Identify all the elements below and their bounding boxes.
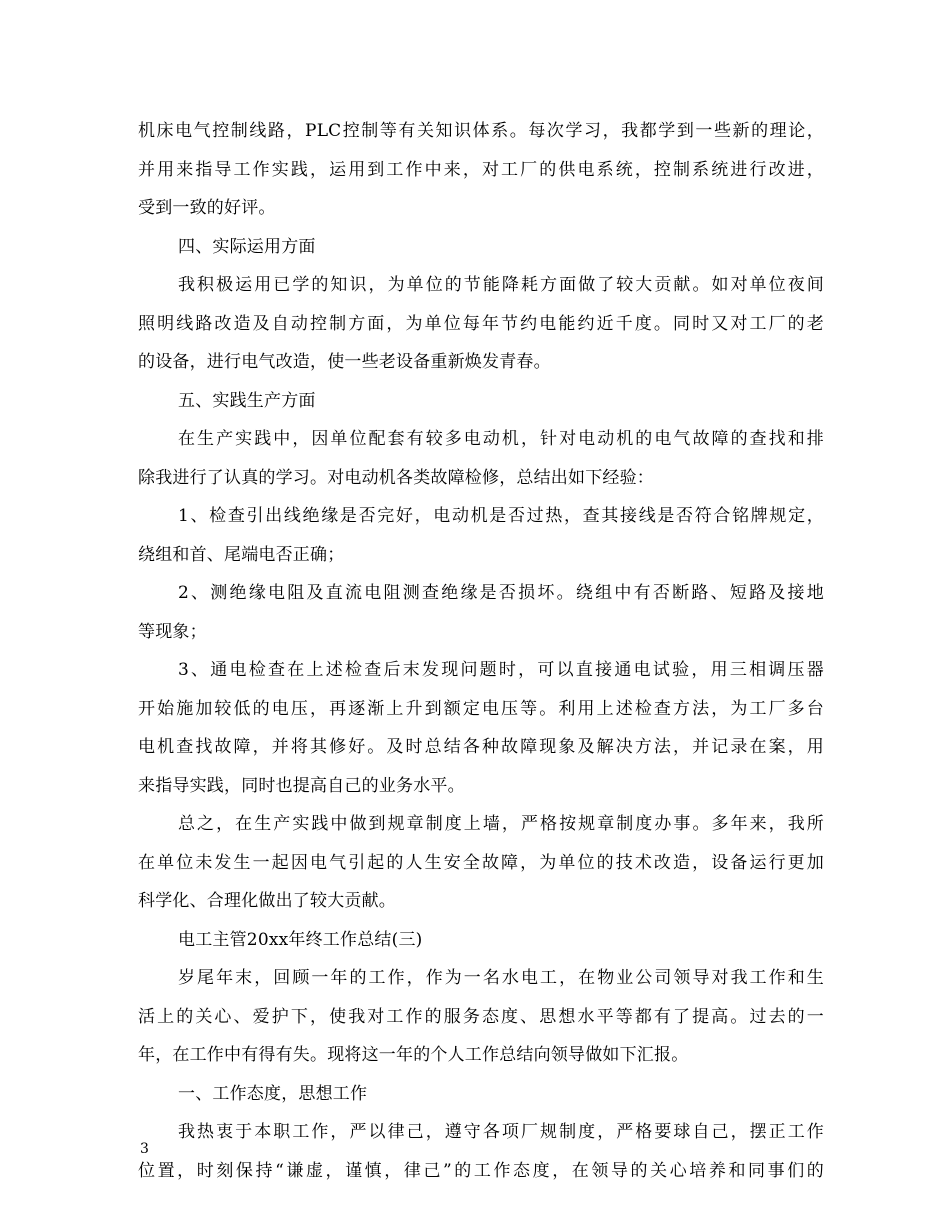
page-number: 3	[140, 1141, 149, 1157]
text-line: 我积极运用已学的知识，为单位的节能降耗方面做了较大贡献。如对单位夜间	[178, 275, 824, 295]
text-line: 3、通电检查在上述检查后末发现问题时，可以直接通电试验，用三相调压器	[178, 660, 824, 680]
text-line: 等现象；	[138, 621, 207, 642]
text-line: 在单位未发生一起因电气引起的人生安全故障，为单位的技术改造，设备运行更加	[138, 852, 824, 873]
text-line: 1、检查引出线绝缘是否完好，电动机是否过热，查其接线是否符合铭牌规定，	[178, 506, 824, 526]
text-line: 一、工作态度，思想工作	[178, 1083, 368, 1104]
text-line: 电工主管20xx年终工作总结(三)	[178, 929, 423, 950]
text-line: 活上的关心、爱护下，使我对工作的服务态度、思想水平等都有了提高。过去的一	[138, 1006, 824, 1027]
text-line: 位置，时刻保持“谦虚，谨慎，律己”的工作态度，在领导的关心培养和同事们的	[138, 1160, 824, 1181]
text-line: 来指导实践，同时也提高自己的业务水平。	[138, 775, 465, 796]
text-line: 科学化、合理化做出了较大贡献。	[138, 891, 396, 911]
text-line: 开始施加较低的电压，再逐渐上升到额定电压等。利用上述检查方法，为工厂多台	[138, 698, 824, 719]
text-line: 并用来指导工作实践，运用到工作中来，对工厂的供电系统，控制系统进行改进，	[138, 159, 824, 180]
text-line: 电机查找故障，并将其修好。及时总结各种故障现象及解决方法，并记录在案，用	[138, 737, 824, 757]
text-line: 年，在工作中有得有失。现将这一年的个人工作总结向领导做如下汇报。	[138, 1045, 689, 1065]
text-line: 受到一致的好评。	[138, 198, 276, 218]
text-line: 的设备，进行电气改造，使一些老设备重新焕发青春。	[138, 352, 551, 372]
text-line: 除我进行了认真的学习。对电动机各类故障检修，总结出如下经验：	[138, 467, 654, 488]
text-line: 机床电气控制线路，PLC控制等有关知识体系。每次学习，我都学到一些新的理论，	[138, 121, 824, 141]
text-line: 2、测绝缘电阻及直流电阻测查绝缘是否损坏。绕组中有否断路、短路及接地	[178, 583, 824, 603]
text-line: 总之，在生产实践中做到规章制度上墙，严格按规章制度办事。多年来，我所	[178, 814, 824, 834]
text-line: 五、实践生产方面	[178, 390, 316, 411]
text-line: 四、实际运用方面	[178, 236, 316, 257]
document-body	[138, 112, 824, 1190]
text-line: 岁尾年末，回顾一年的工作，作为一名水电工，在物业公司领导对我工作和生	[178, 968, 824, 988]
text-line: 在生产实践中，因单位配套有较多电动机，针对电动机的电气故障的查找和排	[178, 429, 824, 449]
text-line: 我热衷于本职工作，严以律己，遵守各项厂规制度，严格要球自己，摆正工作	[178, 1122, 824, 1142]
text-line: 绕组和首、尾端电否正确；	[138, 544, 345, 565]
text-line: 照明线路改造及自动控制方面，为单位每年节约电能约近千度。同时又对工厂的老	[138, 313, 824, 334]
